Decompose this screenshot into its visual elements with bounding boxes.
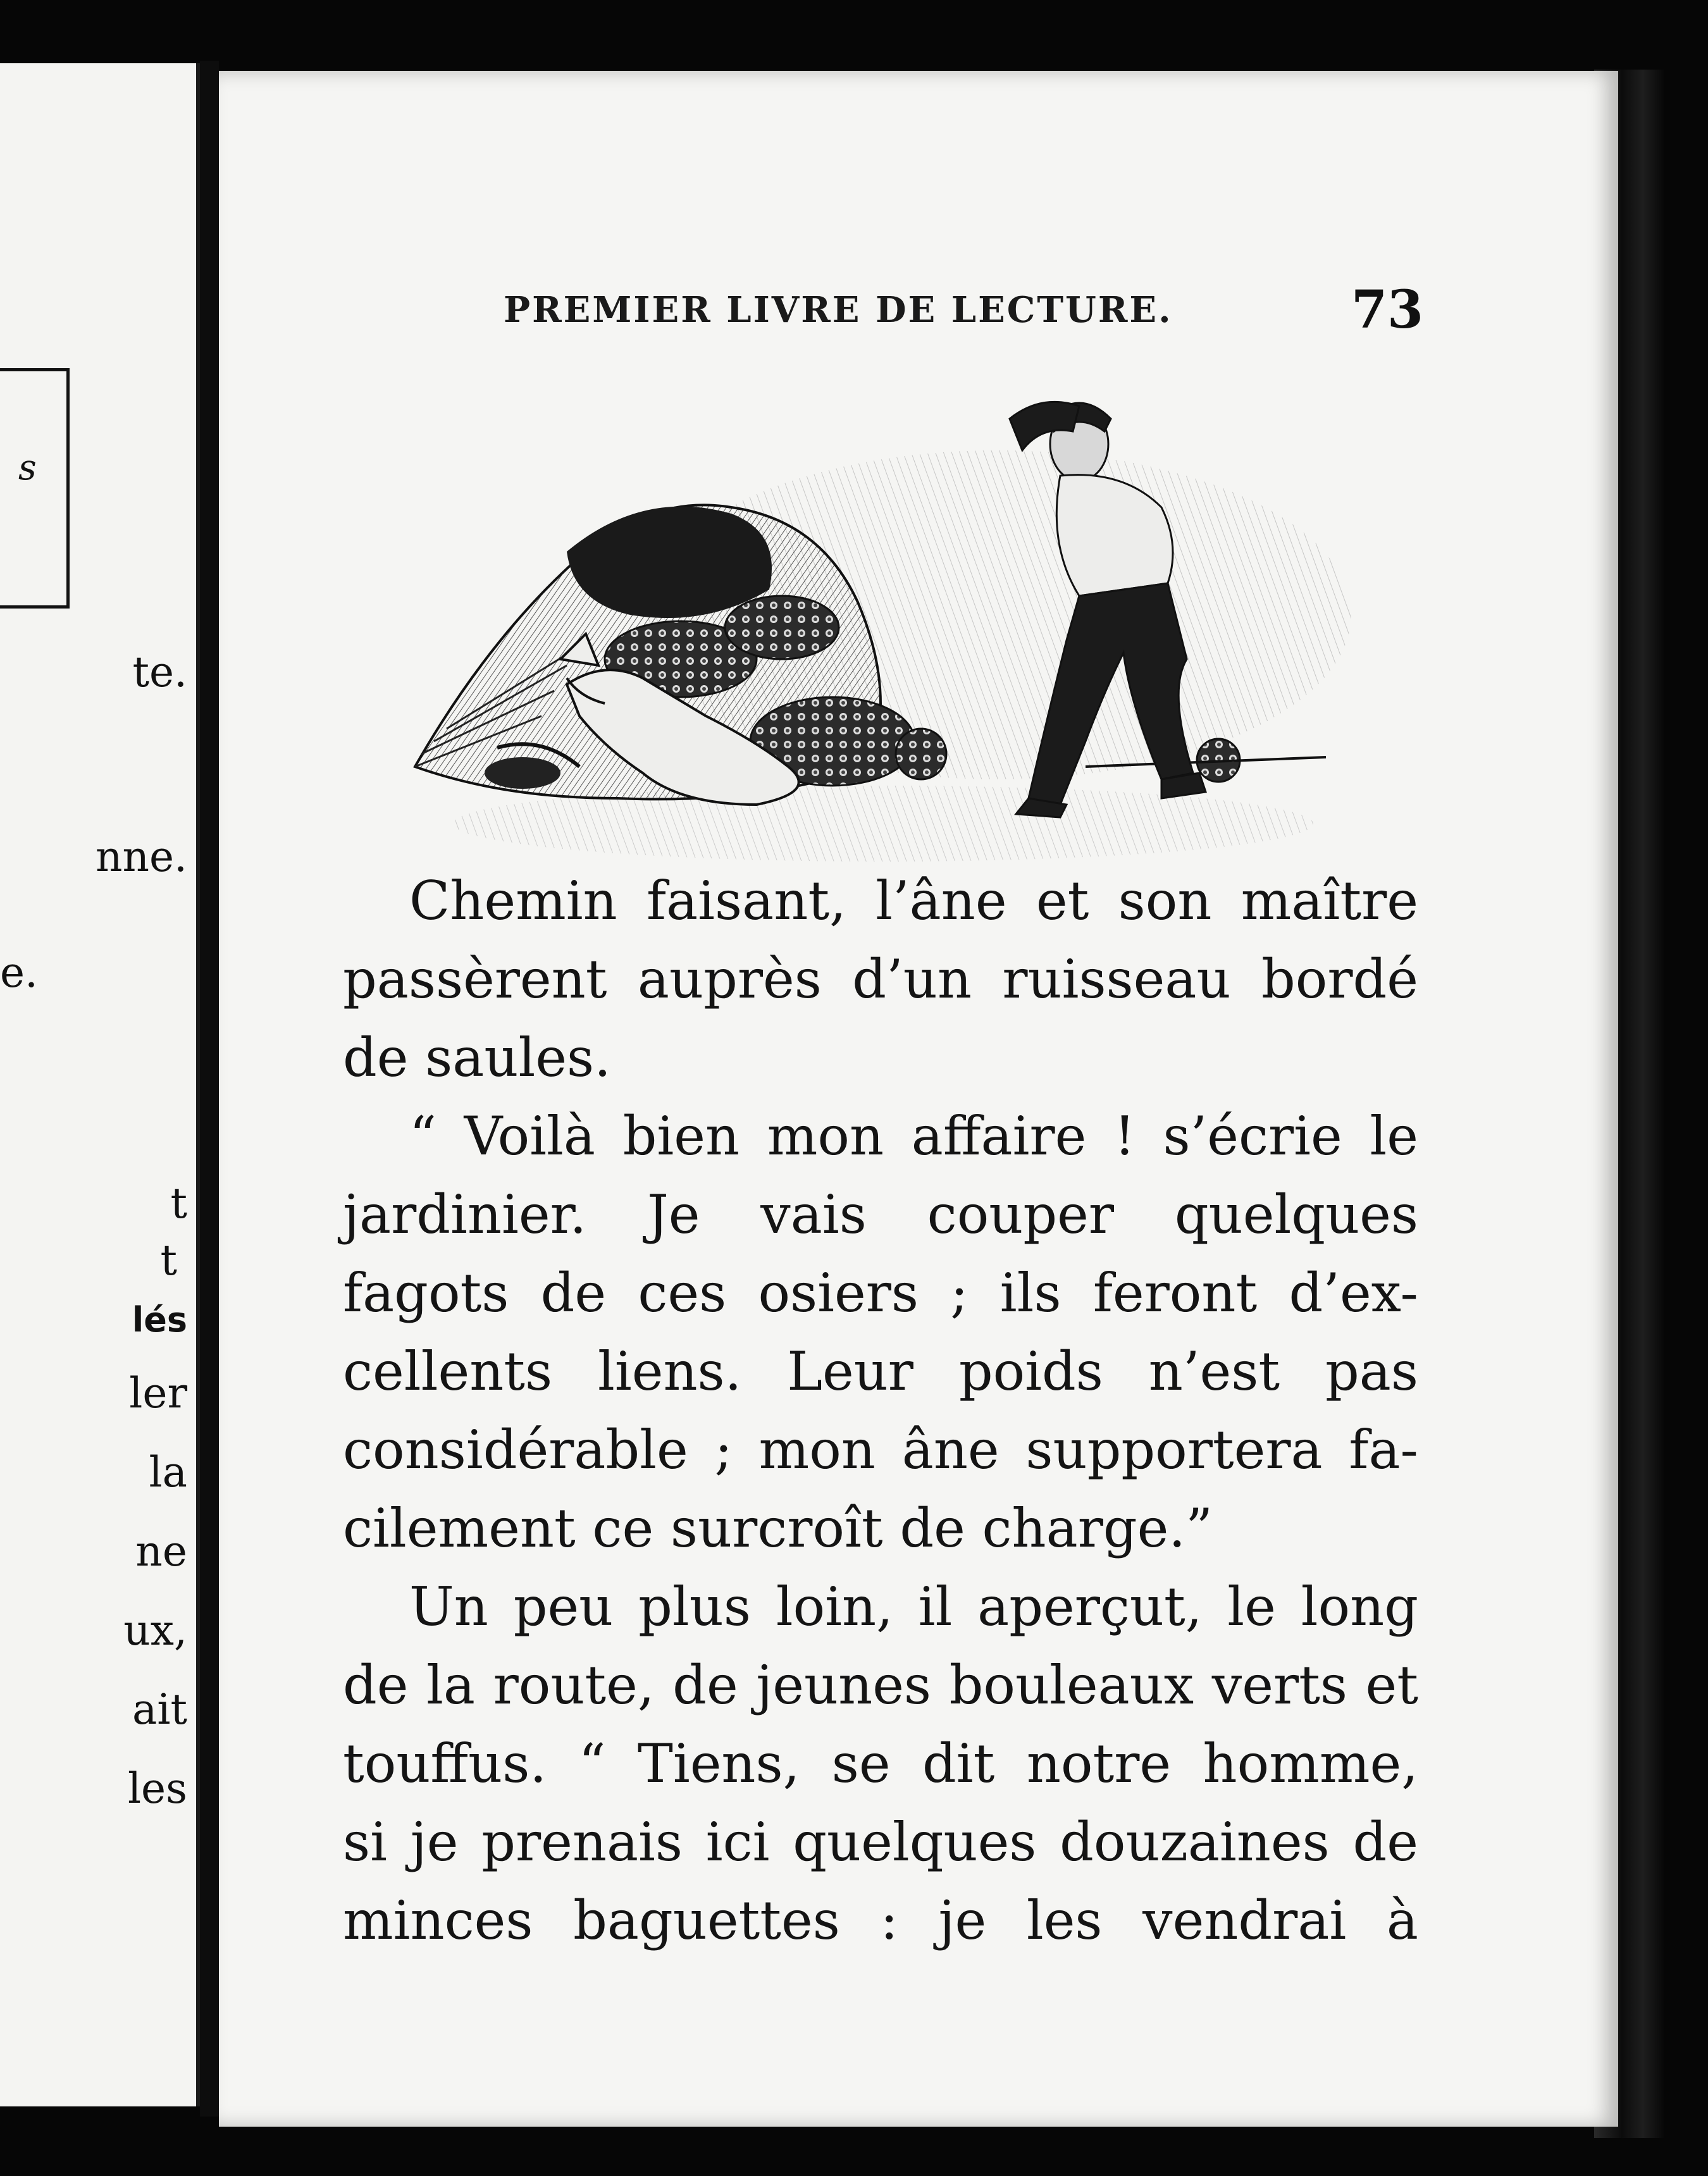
word: si	[343, 1811, 387, 1873]
word: quelques	[1174, 1184, 1418, 1246]
word: feront	[1092, 1262, 1258, 1324]
word: notre	[1026, 1733, 1172, 1795]
word: et	[1036, 870, 1089, 932]
word: Je	[647, 1184, 700, 1246]
left-box-glyph: s	[18, 447, 37, 488]
word: Chemin	[409, 870, 617, 932]
paragraph	[343, 862, 1418, 1097]
word: verts	[1211, 1654, 1347, 1716]
left-fragment: ait	[132, 1685, 187, 1734]
word: bordé	[1261, 948, 1418, 1010]
word: son	[1118, 870, 1212, 932]
word: n’est	[1148, 1340, 1280, 1402]
word: affaire	[911, 1105, 1087, 1167]
word: jeunes	[756, 1654, 932, 1716]
body-text	[343, 862, 1418, 1960]
word: le	[1370, 1105, 1418, 1167]
word: loin,	[776, 1576, 893, 1638]
text-line	[343, 1724, 1418, 1803]
book-spine	[200, 61, 219, 2117]
word: ces	[638, 1262, 727, 1324]
word: jardinier.	[343, 1184, 587, 1246]
left-fragment: ne	[135, 1527, 187, 1576]
word: ruisseau	[1002, 948, 1231, 1010]
word: âne	[901, 1419, 999, 1481]
word: à	[1386, 1889, 1418, 1951]
word: route,	[493, 1654, 655, 1716]
left-fragment: t	[170, 1179, 187, 1228]
word: de	[540, 1262, 607, 1324]
left-fragment: te.	[132, 648, 187, 696]
word: je	[938, 1889, 987, 1951]
word: minces	[343, 1889, 533, 1951]
word: ;	[714, 1419, 733, 1481]
word: s’écrie	[1163, 1105, 1342, 1167]
left-fragment: la	[149, 1448, 187, 1497]
left-fragment: t	[160, 1236, 177, 1285]
word: poids	[958, 1340, 1103, 1402]
text-line	[343, 1097, 1418, 1175]
word: !	[1114, 1105, 1136, 1167]
left-page	[0, 63, 200, 2106]
word: homme,	[1203, 1733, 1418, 1795]
word: de	[1352, 1811, 1418, 1873]
word: aperçut,	[977, 1576, 1203, 1638]
left-fragment: les	[127, 1764, 187, 1813]
word: passèrent	[343, 948, 607, 1010]
left-fragment: lés	[132, 1300, 187, 1340]
paragraph	[343, 1097, 1418, 1567]
word: la	[426, 1654, 476, 1716]
word: l’âne	[876, 870, 1007, 932]
word: baguettes	[573, 1889, 840, 1951]
paragraph	[343, 1567, 1418, 1960]
word: fagots	[343, 1262, 509, 1324]
left-page-box	[0, 368, 70, 609]
left-fragment: ux,	[123, 1606, 187, 1655]
text-line	[343, 1881, 1418, 1960]
word: :	[880, 1889, 898, 1951]
text-line	[343, 1567, 1418, 1646]
word: considérable	[343, 1419, 688, 1481]
word: auprès	[637, 948, 822, 1010]
word: Voilà	[464, 1105, 595, 1167]
left-fragment: e.	[0, 948, 39, 997]
text-line	[343, 1646, 1418, 1724]
text-line	[343, 1332, 1418, 1411]
text-line: de saules.	[343, 1027, 611, 1089]
word: vais	[760, 1184, 867, 1246]
right-page	[219, 71, 1618, 2127]
word: d’ex-	[1289, 1262, 1418, 1324]
running-head: PREMIER LIVRE DE LECTURE.	[504, 289, 1173, 331]
word: Un	[409, 1576, 488, 1638]
bundle-top	[567, 507, 772, 618]
word: peu	[513, 1576, 614, 1638]
word: douzaines	[1060, 1811, 1330, 1873]
word: d’un	[852, 948, 972, 1010]
word: supportera	[1025, 1419, 1323, 1481]
word: mon	[758, 1419, 876, 1481]
word: touffus.	[343, 1733, 547, 1795]
word: bouleaux	[949, 1654, 1194, 1716]
word: osiers	[758, 1262, 919, 1324]
word: faisant,	[647, 870, 846, 932]
text-line	[343, 1175, 1418, 1254]
word: “	[578, 1733, 606, 1795]
text-line	[343, 1254, 1418, 1332]
word: ;	[950, 1262, 968, 1324]
word: pas	[1325, 1340, 1418, 1402]
word: ici	[705, 1811, 770, 1873]
text-line: cilement ce surcroît de charge.”	[343, 1497, 1213, 1559]
left-fragment: ler	[129, 1369, 187, 1418]
word: “	[409, 1105, 436, 1167]
cabbage	[896, 729, 946, 779]
word: ils	[999, 1262, 1061, 1324]
word: liens.	[598, 1340, 742, 1402]
word: long	[1301, 1576, 1418, 1638]
word: je	[410, 1811, 459, 1873]
word: vendrai	[1142, 1889, 1347, 1951]
word: de	[343, 1654, 409, 1716]
word: de	[672, 1654, 738, 1716]
word: cellents	[343, 1340, 553, 1402]
text-line	[343, 862, 1418, 940]
word: il	[918, 1576, 953, 1638]
text-line	[343, 940, 1418, 1018]
text-line	[343, 1803, 1418, 1881]
word: les	[1026, 1889, 1103, 1951]
engraving-illustration	[377, 362, 1364, 881]
word: dit	[922, 1733, 995, 1795]
text-line	[343, 1411, 1418, 1489]
word: prenais	[481, 1811, 683, 1873]
word: bien	[622, 1105, 740, 1167]
word: le	[1227, 1576, 1276, 1638]
word: Leur	[787, 1340, 913, 1402]
word: plus	[638, 1576, 751, 1638]
word: quelques	[793, 1811, 1037, 1873]
page-number: 73	[1351, 280, 1424, 340]
word: et	[1365, 1654, 1418, 1716]
word: couper	[927, 1184, 1115, 1246]
word: Tiens,	[637, 1733, 800, 1795]
word: fa-	[1349, 1419, 1418, 1481]
word: maître	[1241, 870, 1418, 932]
word: se	[831, 1733, 891, 1795]
word: mon	[767, 1105, 884, 1167]
left-fragment: nne.	[95, 832, 187, 881]
